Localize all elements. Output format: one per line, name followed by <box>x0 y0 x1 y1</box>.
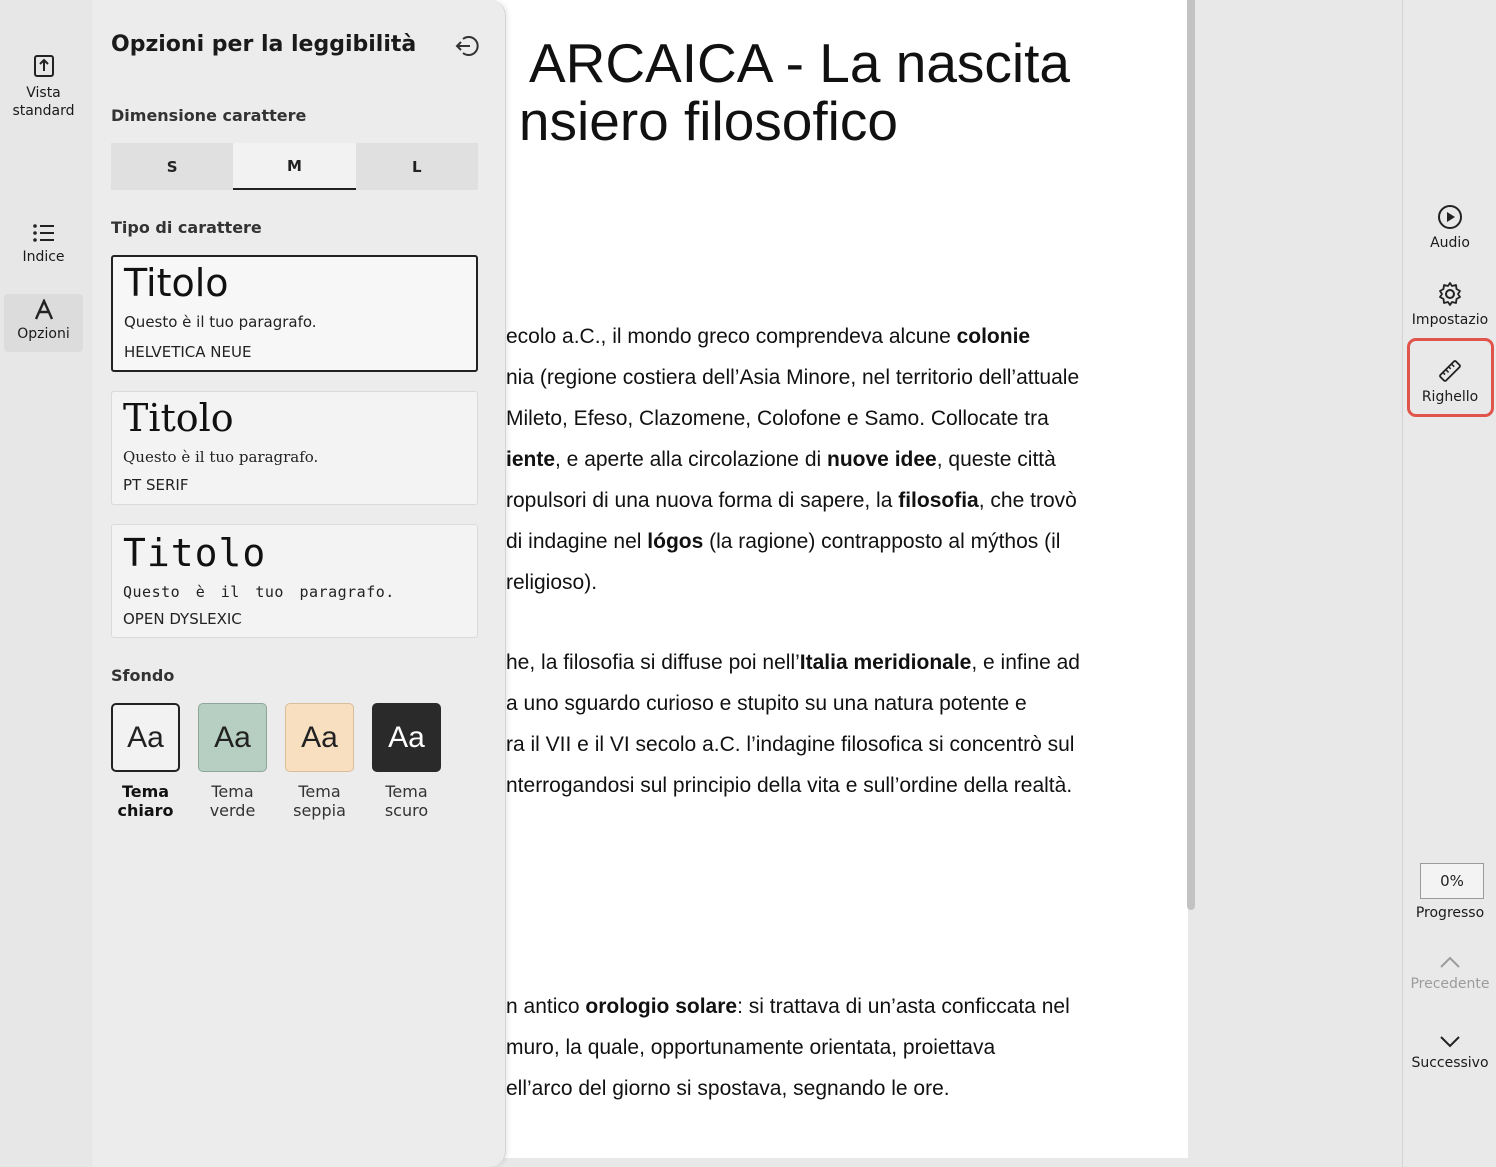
theme-light-label: Tema chiaro <box>117 782 174 820</box>
panel-title: Opzioni per la leggibilità <box>111 32 417 57</box>
next-button[interactable] <box>1403 1032 1496 1071</box>
font-name: OPEN DYSLEXIC <box>123 610 242 628</box>
text-line: nia (regione costiera dell’Asia Minore, nel territorio dell’attuale <box>506 366 1080 389</box>
standard-view-button[interactable] <box>4 52 83 122</box>
theme-sepia-label: Tema seppia <box>293 782 346 820</box>
theme-sepia[interactable] <box>285 703 354 820</box>
text-line: ra il VII e il VI secolo a.C. l’indagine filosofica si concentrò sul <box>506 733 1075 756</box>
text-line: n antico orologio solare: si trattava di un’asta conficcata nel <box>506 995 1070 1018</box>
progress-label: Progresso <box>1415 905 1485 921</box>
left-rail <box>0 0 92 1167</box>
text-line: ell’arco del giorno si spostava, segnando le ore. <box>506 1077 950 1100</box>
font-option-helvetica[interactable] <box>111 255 478 372</box>
theme-light-swatch: Aa <box>111 703 180 772</box>
theme-light[interactable] <box>111 703 180 820</box>
text-line: di indagine nel lógos (la ragione) contrapposto al mýthos (il <box>506 530 1061 553</box>
font-name: HELVETICA NEUE <box>124 343 252 361</box>
progress-value: 0% <box>1420 863 1484 899</box>
theme-green-swatch: Aa <box>198 703 267 772</box>
text-line: Mileto, Efeso, Clazomene, Colofone e Samo. Collocate tra <box>506 407 1049 430</box>
options-button[interactable] <box>4 294 83 352</box>
font-sample-paragraph: Questo è il tuo paragrafo. <box>123 448 319 466</box>
standard-view-label: Vista standard <box>12 85 75 119</box>
chevron-down-icon <box>1438 1032 1462 1050</box>
index-button[interactable] <box>4 222 83 272</box>
theme-dark-swatch: Aa <box>372 703 441 772</box>
page-title-line-1: ARCAICA - La nascita <box>528 32 1070 94</box>
size-option-s[interactable]: S <box>166 157 178 176</box>
text-line: religioso). <box>506 571 598 594</box>
font-name: PT SERIF <box>123 476 189 494</box>
font-sample-title: Titolo <box>123 531 267 575</box>
font-sample-paragraph: Questo è il tuo paragrafo. <box>124 313 317 331</box>
page-scrollbar[interactable] <box>1187 0 1195 910</box>
text-line: ropulsori di una nuova forma di sapere, la filosofia, che trovò <box>506 489 1077 512</box>
ruler-icon <box>1437 358 1463 384</box>
play-icon <box>1437 204 1463 230</box>
options-label: Opzioni <box>17 326 70 342</box>
settings-label: Impostazio <box>1411 312 1489 328</box>
font-size-selector <box>111 143 478 190</box>
page-title-line-2: nsiero filosofico <box>518 90 898 152</box>
theme-sepia-swatch: Aa <box>285 703 354 772</box>
close-panel-icon[interactable] <box>454 33 480 59</box>
theme-dark-label: Tema scuro <box>384 782 429 820</box>
theme-green-label: Tema verde <box>209 782 256 820</box>
text-line: nterrogandosi sul principio della vita e sull’ordine della realtà. <box>506 774 1073 797</box>
font-type-label: Tipo di carattere <box>111 218 262 237</box>
standard-view-icon <box>32 52 56 80</box>
text-line: iente, e aperte alla circolazione di nuove idee, queste città <box>506 448 1056 471</box>
previous-label: Precedente <box>1410 976 1490 992</box>
right-toolbar <box>1402 0 1496 1167</box>
audio-label: Audio <box>1430 235 1470 251</box>
chevron-up-icon <box>1438 953 1462 971</box>
font-icon <box>33 299 55 321</box>
previous-button[interactable] <box>1403 953 1496 992</box>
text-line: a uno sguardo curioso e stupito su una natura potente e <box>506 692 1027 715</box>
theme-green[interactable] <box>198 703 267 820</box>
ruler-button[interactable] <box>1403 358 1496 405</box>
settings-button[interactable] <box>1403 281 1496 328</box>
font-sample-title: Titolo <box>124 261 229 305</box>
background-label: Sfondo <box>111 666 175 685</box>
font-size-label: Dimensione carattere <box>111 106 307 125</box>
text-line: he, la filosofia si diffuse poi nell’Italia meridionale, e infine ad <box>506 651 1080 674</box>
size-option-m[interactable]: M <box>233 143 355 190</box>
font-sample-paragraph: Questo è il tuo paragrafo. <box>123 583 395 601</box>
font-sample-title: Titolo <box>123 396 234 440</box>
ruler-label: Righello <box>1421 389 1479 405</box>
readability-options-panel <box>92 0 506 1167</box>
size-option-l[interactable]: L <box>412 157 422 176</box>
text-line: muro, la quale, opportunamente orientata, proiettava <box>506 1036 996 1059</box>
font-option-pt-serif[interactable] <box>111 391 478 505</box>
gear-icon <box>1437 281 1463 307</box>
list-icon <box>32 222 56 244</box>
next-label: Successivo <box>1411 1055 1489 1071</box>
text-line: ecolo a.C., il mondo greco comprendeva alcune colonie <box>506 325 1031 348</box>
theme-dark[interactable] <box>372 703 441 820</box>
audio-button[interactable] <box>1403 204 1496 251</box>
index-label: Indice <box>22 249 65 265</box>
font-option-open-dyslexic[interactable] <box>111 524 478 638</box>
